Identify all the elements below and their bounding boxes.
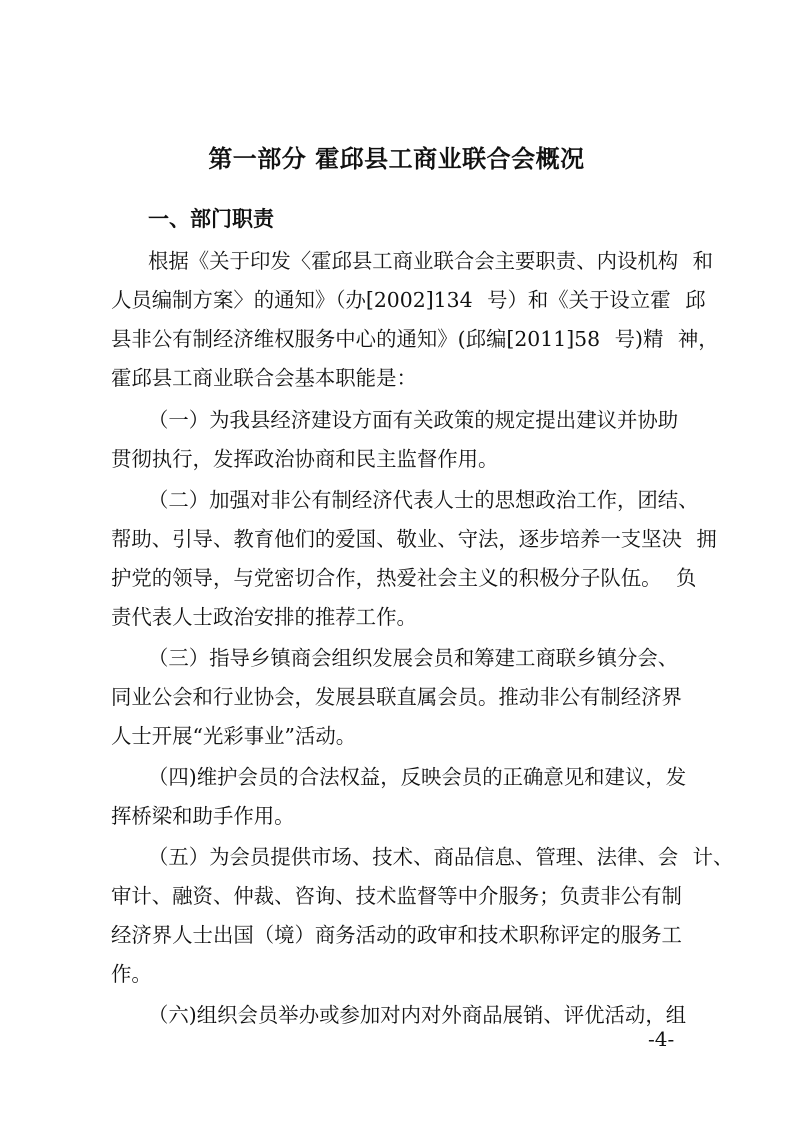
body-line: （六)组织会员举办或参加对内对外商品展销、评优活动，组 <box>148 1003 687 1027</box>
body-line: 责代表人士政治安排的推荐工作。 <box>111 605 417 629</box>
body-line: 县非公有制经济维权服务中心的通知》(邱编[2011]58 号)精 神， <box>111 327 719 351</box>
body-line: 挥桥梁和助手作用。 <box>111 804 295 828</box>
body-line: 护党的领导，与党密切合作，热爱社会主义的积极分子队伍。 负 <box>111 566 697 590</box>
body-line: 霍邱县工商业联合会基本职能是： <box>111 366 417 390</box>
body-line: 人员编制方案〉的通知》（办[2002]134 号）和《关于设立霍 邱 <box>111 288 706 312</box>
body-line: （四)维护会员的合法权益，反映会员的正确意见和建议，发 <box>148 765 687 789</box>
body-line: 审计、融资、仲裁、咨询、技术监督等中介服务；负责非公有制 <box>111 884 682 908</box>
body-line: 人士开展“光彩事业”活动。 <box>111 724 357 748</box>
body-line: 根据《关于印发〈霍邱县工商业联合会主要职责、内设机构 和 <box>148 249 714 273</box>
body-line: 帮助、引导、教育他们的爱国、敬业、守法，逐步培养一支坚决 拥 <box>111 527 717 551</box>
body-line: （五）为会员提供市场、技术、商品信息、管理、法律、会 计、 <box>148 845 734 869</box>
section-heading: 一、部门职责 <box>148 207 274 231</box>
page-title: 第一部分 霍邱县工商业联合会概况 <box>208 144 585 173</box>
body-line: 同业公会和行业协会，发展县联直属会员。推动非公有制经济界 <box>111 685 682 709</box>
page-number: -4- <box>648 1027 675 1051</box>
body-line: 作。 <box>111 962 152 986</box>
body-line: （二）加强对非公有制经济代表人士的思想政治工作，团结、 <box>148 488 699 512</box>
body-line: （一）为我县经济建设方面有关政策的规定提出建议并协助 <box>148 408 679 432</box>
body-line: 贯彻执行，发挥政治协商和民主监督作用。 <box>111 447 499 471</box>
body-line: 经济界人士出国（境）商务活动的政审和技术职称评定的服务工 <box>111 923 682 947</box>
body-line: （三）指导乡镇商会组织发展会员和筹建工商联乡镇分会、 <box>148 646 679 670</box>
